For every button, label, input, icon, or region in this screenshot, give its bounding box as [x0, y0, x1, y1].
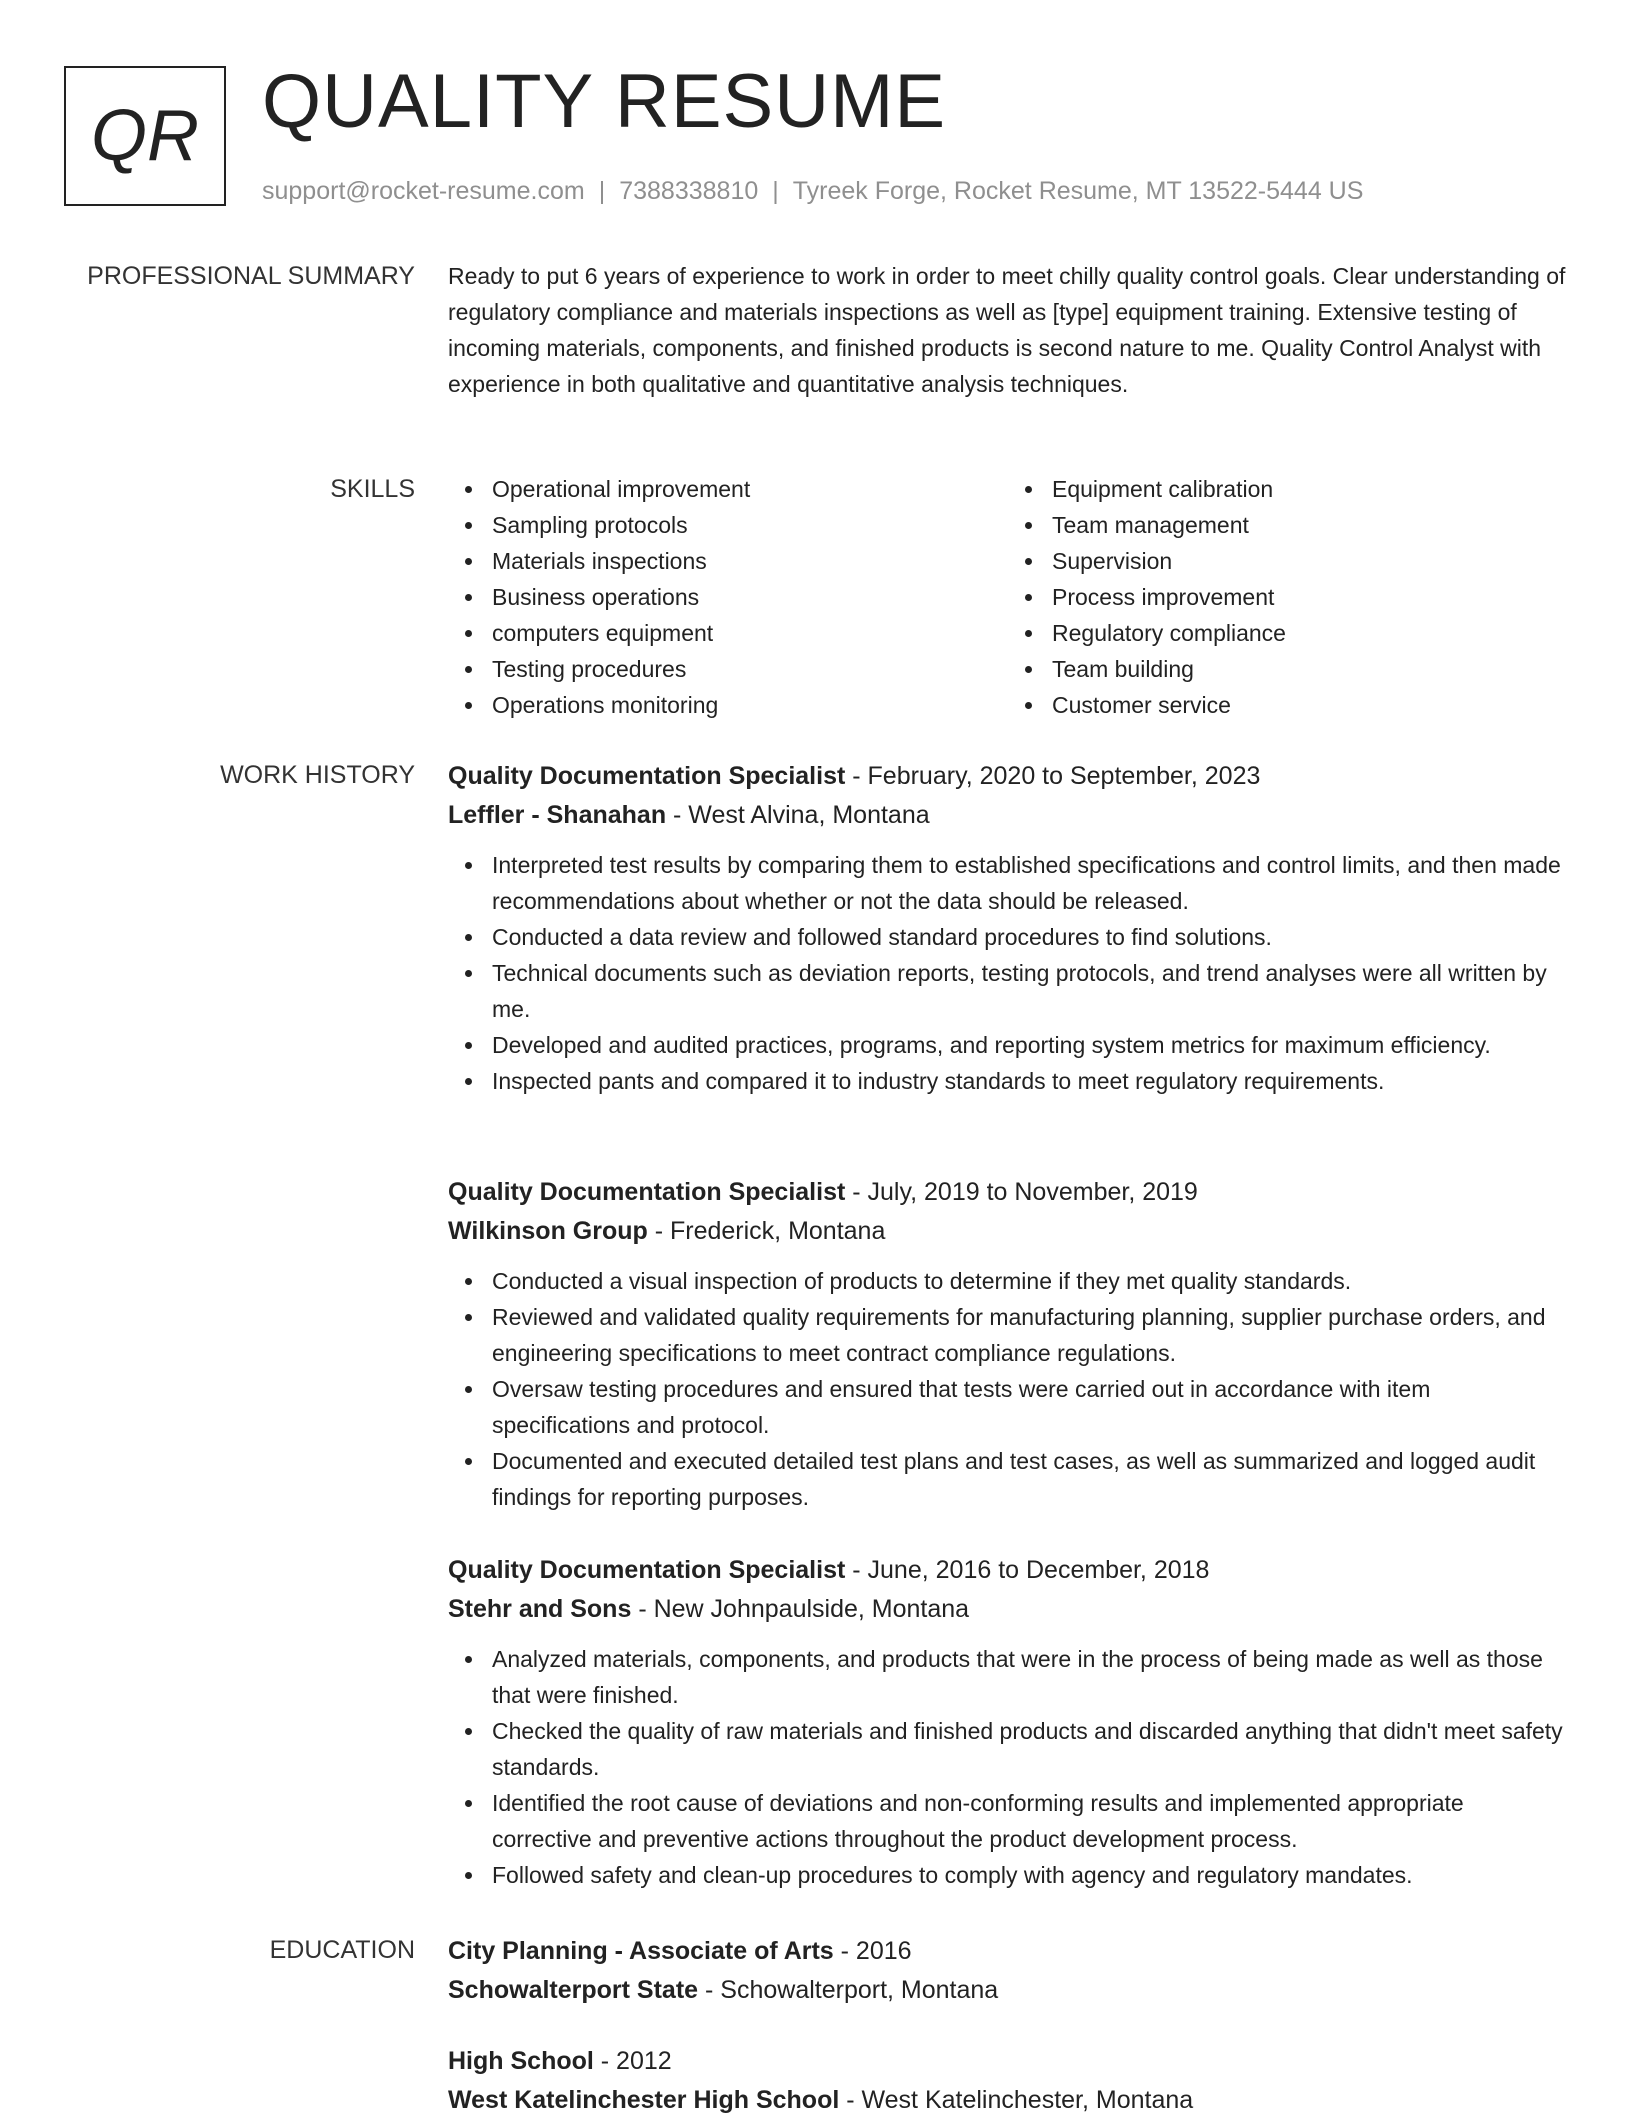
work-history-heading: WORK HISTORY: [220, 761, 415, 789]
job-bullet: Inspected pants and compared it to industry standards to meet regulatory requirements.: [492, 1063, 1568, 1099]
skill-item: Regulatory compliance: [1052, 615, 1568, 651]
education-degree: City Planning - Associate of Arts: [448, 1937, 834, 1965]
skill-item: Testing procedures: [492, 651, 1008, 687]
skill-item: Customer service: [1052, 687, 1568, 723]
resume-name: QUALITY RESUME: [262, 59, 947, 144]
job-bullet: Interpreted test results by comparing them to established specifications and control limits, and then made recommendations about whether or not the data should be released.: [492, 847, 1568, 919]
summary-heading: PROFESSIONAL SUMMARY: [87, 262, 415, 290]
education-school: Schowalterport State: [448, 1976, 699, 2004]
education-degree-line: [448, 1932, 1568, 1971]
job-bullet: Technical documents such as deviation reports, testing protocols, and trend analyses were all written by me.: [492, 955, 1568, 1027]
education-school-line: [448, 2081, 1568, 2120]
job-company: Leffler - Shanahan: [448, 801, 667, 829]
skill-item: Business operations: [492, 579, 1008, 615]
job-bullet: Followed safety and clean-up procedures to comply with agency and regulatory mandates.: [492, 1857, 1568, 1893]
skill-item: computers equipment: [492, 615, 1008, 651]
contact-address: Tyreek Forge, Rocket Resume, MT 13522-5444 US: [792, 177, 1364, 205]
education-year: - 2012: [593, 2047, 672, 2075]
job-role: Quality Documentation Specialist: [448, 762, 846, 790]
job-company: Wilkinson Group: [448, 1217, 648, 1245]
job-company-line: [448, 1212, 1568, 1251]
job-company-line: [448, 796, 1568, 835]
skill-item: Operational improvement: [492, 471, 1008, 507]
contact-separator: |: [772, 177, 779, 205]
job-bullet: Identified the root cause of deviations and non-conforming results and implemented appropriate corrective and preventive actions throughout the product development process.: [492, 1785, 1568, 1857]
job-role: Quality Documentation Specialist: [448, 1178, 846, 1206]
job-title-line: [448, 757, 1568, 796]
skill-item: Sampling protocols: [492, 507, 1008, 543]
education-school: West Katelinchester High School: [448, 2086, 840, 2114]
skill-item: Equipment calibration: [1052, 471, 1568, 507]
job-company: Stehr and Sons: [448, 1595, 632, 1623]
skill-item: Materials inspections: [492, 543, 1008, 579]
skill-item: Process improvement: [1052, 579, 1568, 615]
job-bullet: Checked the quality of raw materials and finished products and discarded anything that didn't meet safety standards.: [492, 1713, 1568, 1785]
job-entry: [448, 757, 1568, 1099]
job-bullet: Conducted a visual inspection of products to determine if they met quality standards.: [492, 1263, 1568, 1299]
job-location: - Frederick, Montana: [647, 1217, 886, 1245]
job-bullets: [448, 1263, 1568, 1515]
education-heading: EDUCATION: [269, 1936, 415, 1964]
skill-item: Team building: [1052, 651, 1568, 687]
job-bullets: [448, 1641, 1568, 1893]
education-entry: [448, 1932, 1568, 2010]
job-entry: [448, 1551, 1568, 1893]
education-year: - 2016: [833, 1937, 912, 1965]
contact-line: [262, 174, 1363, 208]
job-dates: - July, 2019 to November, 2019: [845, 1178, 1198, 1206]
contact-phone[interactable]: 7388338810: [619, 177, 759, 205]
job-title-line: [448, 1551, 1568, 1590]
job-company-line: [448, 1590, 1568, 1629]
education-location: - Schowalterport, Montana: [698, 1976, 999, 2004]
job-dates: - February, 2020 to September, 2023: [845, 762, 1261, 790]
summary-text: Ready to put 6 years of experience to work in order to meet chilly quality control goals. Clear understanding of regulatory compliance and materials inspections as well as [type] equipment training. Extensive testing of incoming materials, components, and finished products is second nature to me. Quality Control Analyst with experience in both qualitative and quantitative analysis techniques.: [448, 263, 1566, 397]
job-bullet: Reviewed and validated quality requirements for manufacturing planning, supplier purchase orders, and engineering specifications to meet contract compliance regulations.: [492, 1299, 1568, 1371]
education-school-line: [448, 1971, 1568, 2010]
job-entry: [448, 1173, 1568, 1515]
job-role: Quality Documentation Specialist: [448, 1556, 846, 1584]
job-dates: - June, 2016 to December, 2018: [845, 1556, 1210, 1584]
monogram-logo: QR: [64, 66, 226, 206]
education-entry: [448, 2042, 1568, 2120]
skills-heading: SKILLS: [330, 475, 415, 503]
skill-item: Team management: [1052, 507, 1568, 543]
job-bullet: Documented and executed detailed test plans and test cases, as well as summarized and logged audit findings for reporting purposes.: [492, 1443, 1568, 1515]
skill-item: Supervision: [1052, 543, 1568, 579]
job-bullet: Conducted a data review and followed standard procedures to find solutions.: [492, 919, 1568, 955]
job-location: - West Alvina, Montana: [666, 801, 930, 829]
job-bullet: Developed and audited practices, programs, and reporting system metrics for maximum efficiency.: [492, 1027, 1568, 1063]
education-degree-line: [448, 2042, 1568, 2081]
education-location: - West Katelinchester, Montana: [839, 2086, 1194, 2114]
job-location: - New Johnpaulside, Montana: [631, 1595, 970, 1623]
job-title-line: [448, 1173, 1568, 1212]
skills-list-right: [1008, 471, 1568, 723]
job-bullets: [448, 847, 1568, 1099]
contact-email[interactable]: support@rocket-resume.com: [262, 177, 585, 205]
skills-list-left: [448, 471, 1008, 723]
skill-item: Operations monitoring: [492, 687, 1008, 723]
education-degree: High School: [448, 2047, 594, 2075]
job-bullet: Analyzed materials, components, and products that were in the process of being made as well as those that were finished.: [492, 1641, 1568, 1713]
job-bullet: Oversaw testing procedures and ensured that tests were carried out in accordance with item specifications and protocol.: [492, 1371, 1568, 1443]
contact-separator: |: [598, 177, 606, 205]
